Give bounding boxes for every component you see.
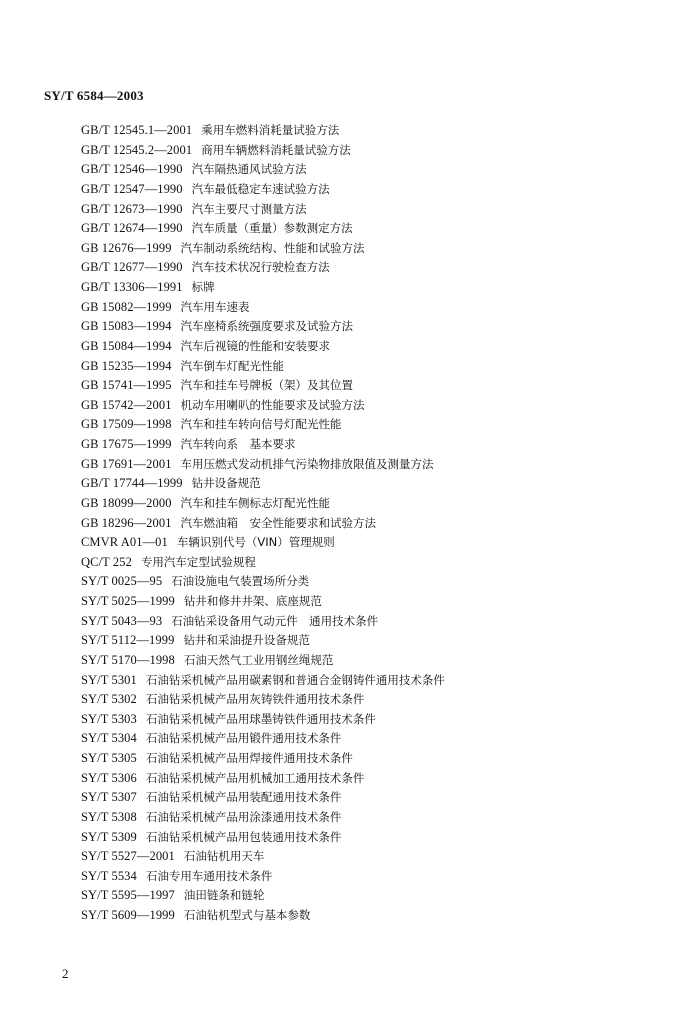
reference-item (81, 651, 681, 671)
reference-code: SY/T 0025—95 (81, 574, 163, 589)
reference-title: 汽车主要尺寸测量方法 (191, 201, 307, 216)
reference-code: GB 18296—2001 (81, 515, 172, 530)
reference-item (81, 317, 681, 337)
reference-code: SY/T 5170—1998 (81, 652, 175, 667)
reference-title: 车辆识别代号（VIN）管理规则 (176, 535, 335, 550)
reference-item (81, 337, 681, 357)
reference-code: GB/T 12546—1990 (81, 162, 183, 177)
reference-item (81, 376, 681, 396)
reference-title: 标牌 (191, 280, 215, 294)
reference-code: CMVR A01—01 (81, 535, 168, 550)
reference-item (81, 729, 681, 749)
reference-item (81, 788, 681, 808)
reference-title: 钻井设备规范 (191, 476, 261, 491)
reference-code: SY/T 5112—1999 (81, 633, 175, 648)
reference-title: 石油钻采机械产品用涂漆通用技术条件 (145, 809, 342, 824)
reference-item (81, 553, 681, 573)
reference-code: SY/T 5309 (81, 829, 137, 844)
reference-code: SY/T 5305 (81, 751, 137, 765)
reference-code: GB 17691—2001 (81, 456, 172, 471)
reference-title: 机动车用喇叭的性能要求及试验方法 (180, 397, 365, 412)
reference-code: GB 15083—1994 (81, 319, 172, 334)
reference-title: 汽车制动系统结构、性能和试验方法 (180, 240, 365, 255)
reference-code: SY/T 5527—2001 (81, 849, 175, 864)
reference-title: 油田链条和链轮 (183, 888, 265, 903)
reference-code: GB/T 12674—1990 (81, 221, 183, 236)
reference-code: GB 18099—2000 (81, 495, 172, 510)
reference-title: 汽车座椅系统强度要求及试验方法 (180, 319, 354, 334)
standard-code-header: SY/T 6584—2003 (44, 88, 144, 103)
reference-item (81, 298, 681, 318)
reference-item (81, 415, 681, 435)
reference-title: 汽车和挂车号牌板（架）及其位置 (180, 378, 354, 393)
reference-title: 汽车和挂车侧标志灯配光性能 (180, 495, 331, 510)
reference-title: 汽车倒车灯配光性能 (180, 358, 285, 373)
reference-code: SY/T 5025—1999 (81, 594, 175, 608)
reference-item (81, 847, 681, 867)
reference-code: SY/T 5303 (81, 711, 137, 726)
reference-code: SY/T 5308 (81, 809, 137, 824)
reference-code: GB/T 12545.1—2001 (81, 123, 193, 137)
reference-title: 钻井和修井井架、底座规范 (183, 594, 322, 608)
reference-item (81, 180, 681, 200)
reference-title: 石油钻采设备用气动元件 通用技术条件 (171, 613, 379, 628)
reference-item (81, 121, 681, 141)
reference-code: GB 15235—1994 (81, 358, 172, 373)
reference-title: 石油钻机用天车 (183, 849, 265, 864)
reference-title: 汽车后视镜的性能和安装要求 (180, 338, 331, 353)
reference-code: GB/T 12547—1990 (81, 181, 183, 196)
reference-code: GB 17509—1998 (81, 417, 172, 432)
page-number: 2 (62, 966, 69, 981)
reference-code: GB 15082—1999 (81, 299, 172, 314)
reference-item (81, 514, 681, 534)
reference-title: 石油钻采机械产品用球墨铸铁件通用技术条件 (145, 711, 376, 726)
reference-code: GB 15741—1995 (81, 378, 172, 393)
reference-title: 汽车技术状况行驶检查方法 (191, 260, 330, 275)
reference-title: 石油钻采机械产品用锻件通用技术条件 (145, 731, 342, 746)
reference-code: GB 15742—2001 (81, 397, 172, 412)
reference-title: 车用压燃式发动机排气污染物排放限值及测量方法 (180, 456, 434, 471)
reference-title: 石油钻采机械产品用机械加工通用技术条件 (145, 770, 365, 785)
reference-title: 石油钻采机械产品用装配通用技术条件 (145, 790, 342, 805)
reference-title: 汽车燃油箱 安全性能要求和试验方法 (180, 515, 377, 530)
reference-item (81, 631, 681, 651)
reference-title: 石油钻采机械产品用焊接件通用技术条件 (145, 751, 353, 765)
reference-code: SY/T 5304 (81, 731, 137, 746)
reference-code: SY/T 5595—1997 (81, 888, 175, 903)
reference-title: 汽车质量（重量）参数测定方法 (191, 221, 353, 236)
reference-title: 钻井和采油提升设备规范 (183, 633, 310, 648)
reference-code: SY/T 5043—93 (81, 613, 163, 628)
reference-item (81, 435, 681, 455)
reference-title: 专用汽车定型试验规程 (140, 554, 256, 569)
reference-item (81, 906, 681, 926)
reference-code: GB/T 12545.2—2001 (81, 142, 193, 157)
reference-item (81, 258, 681, 278)
reference-item (81, 396, 681, 416)
reference-title: 石油专用车通用技术条件 (145, 868, 273, 883)
reference-item (81, 494, 681, 514)
reference-title: 汽车转向系 基本要求 (180, 437, 296, 451)
reference-item (81, 612, 681, 632)
reference-code: GB 12676—1999 (81, 240, 172, 255)
reference-title: 石油钻采机械产品用包装通用技术条件 (145, 829, 342, 844)
reference-title: 石油设施电气装置场所分类 (171, 574, 310, 589)
reference-item (81, 474, 681, 494)
reference-item (81, 278, 681, 298)
reference-code: SY/T 5302 (81, 692, 137, 707)
reference-title: 石油钻采机械产品用灰铸铁件通用技术条件 (145, 692, 365, 707)
reference-code: QC/T 252 (81, 554, 132, 569)
reference-item (81, 455, 681, 475)
reference-code: GB/T 12677—1990 (81, 260, 183, 275)
reference-item (81, 141, 681, 161)
reference-code: SY/T 5534 (81, 868, 137, 883)
reference-item (81, 219, 681, 239)
reference-code: GB 17675—1999 (81, 437, 172, 451)
reference-title: 石油钻机型式与基本参数 (183, 908, 311, 922)
reference-code: GB 15084—1994 (81, 338, 172, 353)
reference-title: 石油钻采机械产品用碳素钢和普通合金钢铸件通用技术条件 (145, 672, 445, 687)
reference-item (81, 357, 681, 377)
reference-title: 汽车和挂车转向信号灯配光性能 (180, 417, 342, 432)
normative-references-list (81, 121, 681, 926)
reference-title: 乘用车燃料消耗量试验方法 (201, 123, 340, 137)
reference-code: SY/T 5609—1999 (81, 908, 175, 922)
reference-item (81, 533, 681, 553)
reference-item (81, 886, 681, 906)
reference-item (81, 572, 681, 592)
reference-item (81, 808, 681, 828)
reference-code: GB/T 17744—1999 (81, 476, 183, 491)
reference-title: 汽车用车速表 (180, 299, 250, 314)
reference-title: 汽车最低稳定车速试验方法 (191, 181, 330, 196)
reference-item (81, 160, 681, 180)
reference-code: SY/T 5307 (81, 790, 137, 805)
reference-item (81, 710, 681, 730)
reference-title: 商用车辆燃料消耗量试验方法 (201, 142, 351, 157)
reference-title: 汽车隔热通风试验方法 (191, 162, 307, 177)
reference-item (81, 690, 681, 710)
reference-item (81, 828, 681, 848)
reference-title: 石油天然气工业用钢丝绳规范 (183, 652, 334, 667)
reference-item (81, 867, 681, 887)
reference-item (81, 200, 681, 220)
reference-item (81, 239, 681, 259)
reference-item (81, 769, 681, 789)
reference-code: GB/T 12673—1990 (81, 201, 183, 216)
reference-code: GB/T 13306—1991 (81, 280, 183, 294)
reference-item (81, 592, 681, 612)
reference-item (81, 749, 681, 769)
reference-code: SY/T 5301 (81, 672, 137, 687)
reference-code: SY/T 5306 (81, 770, 137, 785)
reference-item (81, 671, 681, 691)
